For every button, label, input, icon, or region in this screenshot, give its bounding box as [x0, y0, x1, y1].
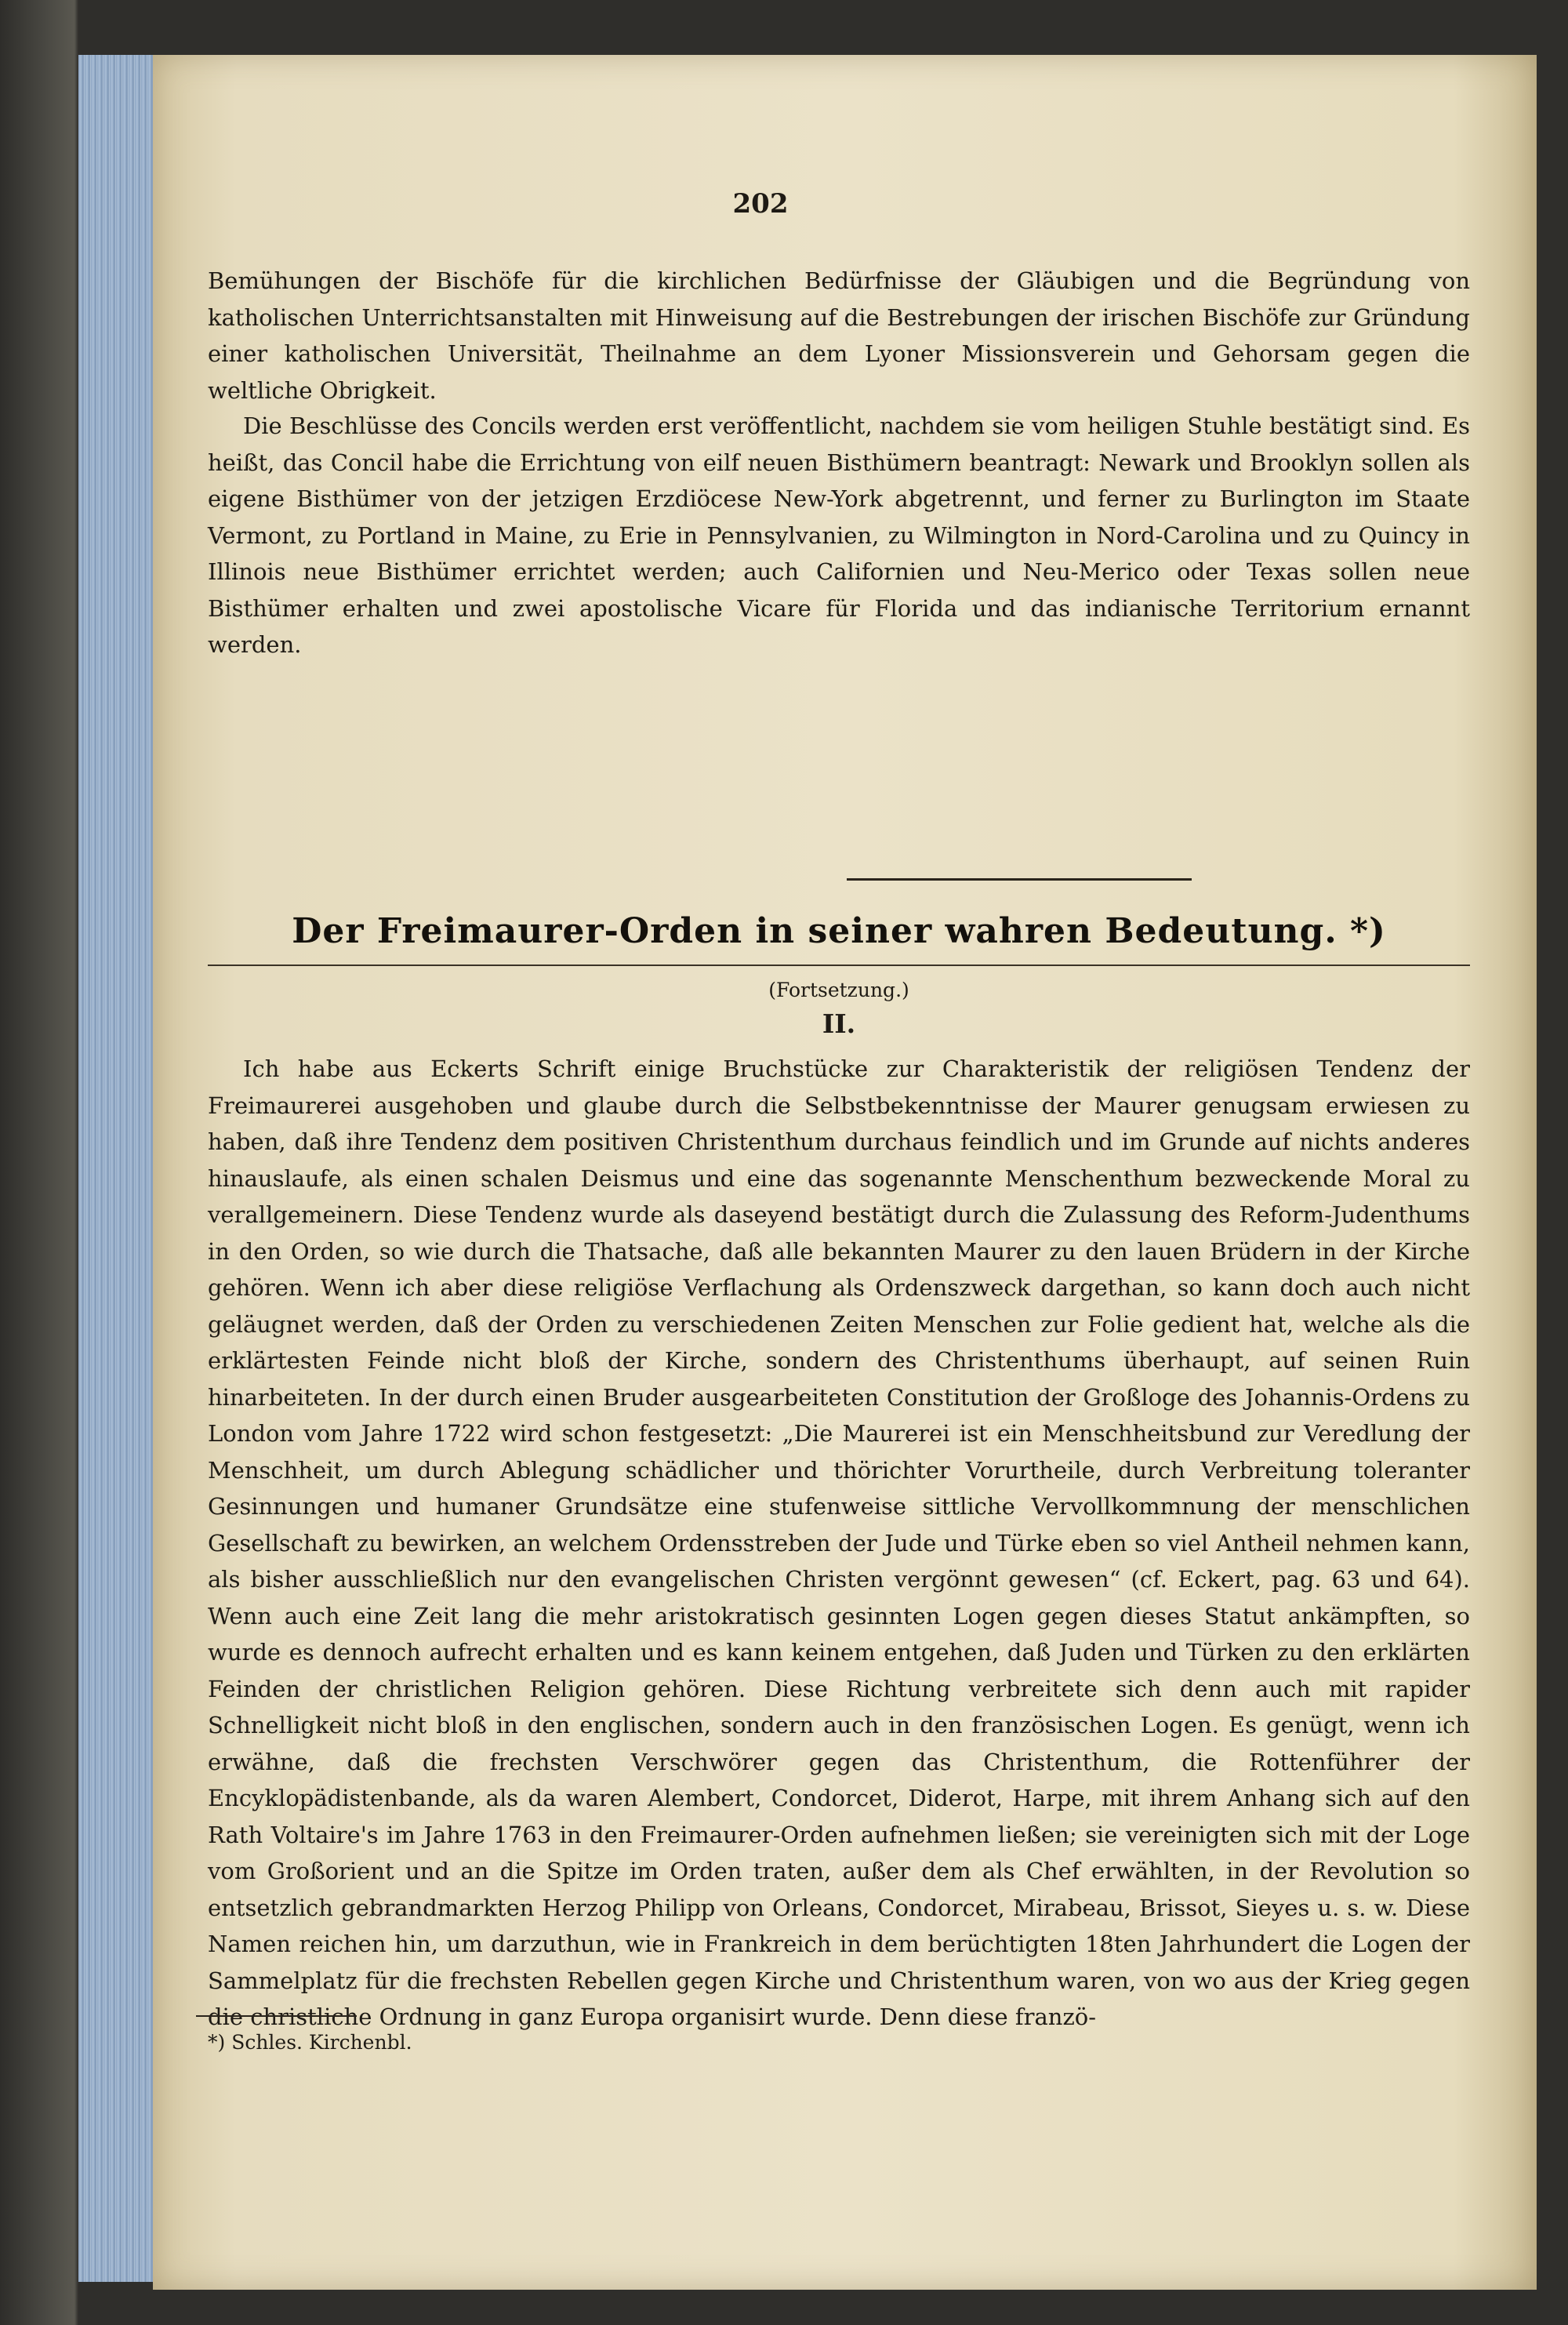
paragraph-1: Bemühungen der Bischöfe für die kirchlichen Bedürfnisse der Gläubigen und die Begründung von katholischen Unterrichtsanstalten mit Hinweisung auf die Bestrebungen der irischen Bischöfe zur Gründung einer katholischen Universität, Theilnahme an dem Lyoner Missionsverein und Gehorsam gegen die weltliche Obrigkeit.	[208, 267, 1470, 404]
footnote: *) Schles. Kirchenbl.	[208, 2031, 412, 2054]
paragraph-3: Ich habe aus Eckerts Schrift einige Bruchstücke zur Charakteristik der religiösen Tendenz der Freimaurerei ausgehoben und glaube durch die Selbstbekenntnisse der Maurer genugsam erwiesen zu haben, daß ihre Tendenz dem positiven Christenthum durchaus feindlich und im Grunde auf nichts anderes hinauslaufe, als einen schalen Deismus und eine das sogenannte Menschenthum bezweckende Moral zu verallgemeinern. Diese Tendenz wurde als daseyend bestätigt durch die Zulassung des Reform-Judenthums in den Orden, so wie durch die Thatsache, daß alle bekannten Maurer zu den lauen Brüdern in der Kirche gehören. Wenn ich aber diese religiöse Verflachung als Ordenszweck dargethan, so kann doch auch nicht geläugnet werden, daß der Orden zu verschiedenen Zeiten Menschen zur Folie gedient hat, welche als die erklärtesten Feinde nicht bloß der Kirche, sondern des Christenthums überhaupt, auf seinen Ruin hinarbeiteten. In der durch einen Bruder ausgearbeiteten Constitution der Großloge des Johannis-Ordens zu London vom Jahre 1722 wird schon festgesetzt: „Die Maurerei ist ein Menschheitsbund zur Veredlung der Menschheit, um durch Ablegung schädlicher und thörichter Vorurtheile, durch Verbreitung toleranter Gesinnungen und humaner Grundsätze eine stufenweise sittliche Vervollkommnung der menschlichen Gesellschaft zu bewirken, an welchem Ordensstreben der Jude und Türke eben so viel Antheil nehmen kann, als bisher ausschließlich nur den evangelischen Christen vergönnt gewesen“ (cf. Eckert, pag. 63 und 64). Wenn auch eine Zeit lang die mehr aristokratisch gesinnten Logen gegen dieses Statut ankämpften, so wurde es dennoch aufrecht erhalten und es kann keinem entgehen, daß Juden und Türken zu den erklärten Feinden der christlichen Religion gehören. Diese Richtung verbreitete sich denn auch mit rapider Schnelligkeit nicht bloß in den englischen, sondern auch in den französischen Logen. Es genügt, wenn ich erwähne, daß die frechsten Verschwörer gegen das Christenthum, die Rottenführer der Encyklopädistenbande, als da waren Alembert, Condorcet, Diderot, Harpe, mit ihrem Anhang sich auf den Rath Voltaire's im Jahre 1763 in den Freimaurer-Orden aufnehmen ließen; sie vereinigten sich mit der Loge vom Großorient und an die Spitze im Orden traten, außer dem als Chef erwählten, in der Revolution so entsetzlich gebrandmarkten Herzog Philipp von Orleans, Condorcet, Mirabeau, Brissot, Sieyes u. s. w. Diese Namen reichen hin, um darzuthun, wie in Frankreich in dem berüchtigten 18ten Jahrhundert die Logen der Sammelplatz für die frechsten Rebellen gegen Kirche und Christenthum waren, von wo aus der Krieg gegen die christliche Ordnung in ganz Europa organisirt wurde. Denn diese franzö-	[208, 1055, 1470, 2030]
section-title: Der Freimaurer-Orden in seiner wahren Bedeutung. *)	[292, 911, 1386, 951]
page-number: 202	[732, 188, 789, 220]
book-page-edges	[78, 55, 155, 2282]
title-underline	[208, 965, 1470, 966]
subtitle: (Fortsetzung.)	[768, 979, 909, 1001]
footnote-rule	[196, 2015, 357, 2017]
section-number: II.	[822, 1008, 856, 1039]
section-divider	[847, 878, 1192, 881]
paragraph-2: Die Beschlüsse des Concils werden erst veröffentlicht, nachdem sie vom heiligen Stuhle bestätigt sind. Es heißt, das Concil habe die Errichtung von eilf neuen Bisthümern beantragt: Newark und Brooklyn sollen als eigene Bisthümer von der jetzigen Erzdiöcese New-York abgetrennt, und ferner zu Burlington im Staate Vermont, zu Portland in Maine, zu Erie in Pennsylvanien, zu Wilmington in Nord-Carolina und zu Quincy in Illinois neue Bisthümer errichtet werden; auch Californien und Neu-Merico oder Texas sollen neue Bisthümer erhalten und zwei apostolische Vicare für Florida und das indianische Territorium ernannt werden.	[208, 412, 1470, 658]
